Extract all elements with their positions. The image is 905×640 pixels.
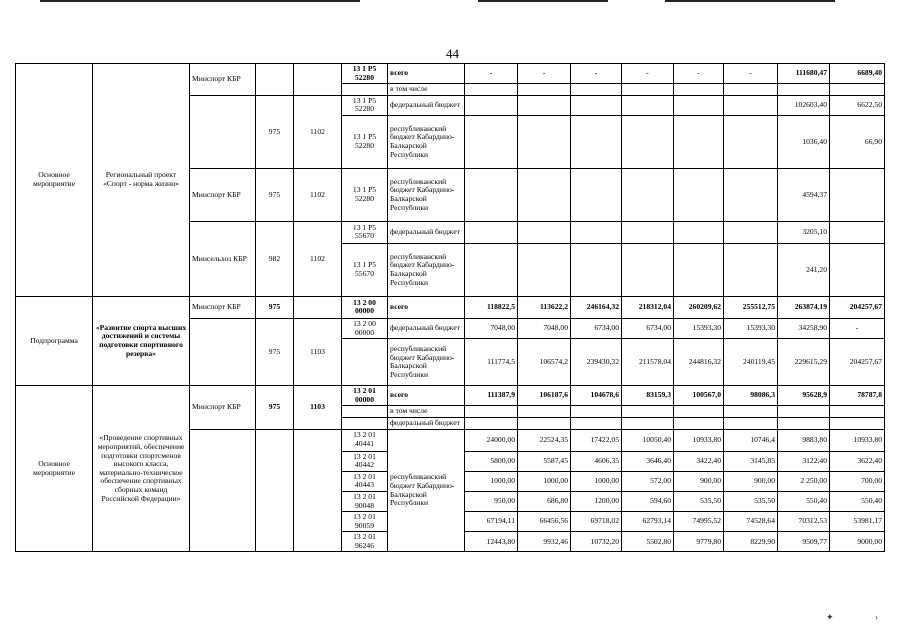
amount-cell [674, 221, 724, 243]
funding-source-cell: всего [388, 296, 465, 318]
amount-cell: 10933,80 [674, 429, 724, 451]
amount-cell: 240119,45 [724, 339, 778, 386]
amount-cell [518, 221, 571, 243]
amount-cell: 572,00 [622, 471, 674, 491]
amount-cell [830, 168, 885, 221]
amount-cell: 244816,32 [674, 339, 724, 386]
budget-table [15, 63, 885, 552]
amount-cell: 5800,00 [465, 451, 518, 471]
amount-cell: 8229,90 [724, 532, 778, 552]
amount-cell: 3646,40 [622, 451, 674, 471]
amount-cell: - [571, 64, 622, 84]
amount-cell [465, 115, 518, 168]
funding-source-cell: всего [388, 386, 465, 406]
rzpr-cell: 1103 [294, 386, 342, 429]
amount-cell: 102603,40 [778, 95, 830, 115]
table-row [16, 296, 885, 318]
amount-cell: 10732,20 [571, 532, 622, 552]
amount-cell: 260209,62 [674, 296, 724, 318]
amount-cell: 83159,3 [622, 386, 674, 406]
amount-cell [724, 115, 778, 168]
amount-cell: 550,40 [830, 491, 885, 511]
rzpr-cell [294, 429, 342, 552]
amount-cell: 69718,02 [571, 512, 622, 532]
amount-cell: 106187,6 [518, 386, 571, 406]
amount-cell [622, 115, 674, 168]
kbk-cell: 13 2 01 40441 [342, 429, 388, 451]
amount-cell [571, 168, 622, 221]
grbs-cell [256, 64, 294, 96]
amount-cell: 113622,2 [518, 296, 571, 318]
amount-cell [465, 417, 518, 429]
amount-cell: 900,00 [724, 471, 778, 491]
amount-cell [724, 417, 778, 429]
ministry-cell [190, 429, 256, 552]
amount-cell [778, 84, 830, 96]
program-name-cell: «Проведение спортивных мероприятий, обеспечение подготовки спортсменов высокого класса, материально-техническое обеспечение спортивных сборных команд Российской Федерации» [93, 386, 190, 552]
amount-cell [778, 406, 830, 418]
kbk-cell [342, 84, 388, 96]
scan-mark: › [875, 612, 878, 622]
rzpr-cell: 1102 [294, 168, 342, 221]
amount-cell: 3122,40 [778, 451, 830, 471]
amount-cell: 686,80 [518, 491, 571, 511]
amount-cell: 118822,5 [465, 296, 518, 318]
kbk-cell: 13 2 01 90048 [342, 491, 388, 511]
amount-cell: 229615,29 [778, 339, 830, 386]
ministry-cell: Минспорт КБР [190, 64, 256, 96]
amount-cell: 2 250,00 [778, 471, 830, 491]
funding-source-cell: федеральный бюджет [388, 221, 465, 243]
amount-cell [674, 406, 724, 418]
amount-cell: 218312,04 [622, 296, 674, 318]
amount-cell [465, 95, 518, 115]
amount-cell [518, 115, 571, 168]
amount-cell: 15393,30 [674, 318, 724, 338]
amount-cell [465, 84, 518, 96]
amount-cell [571, 417, 622, 429]
amount-cell: 239430,32 [571, 339, 622, 386]
amount-cell: 5587,45 [518, 451, 571, 471]
amount-cell [622, 168, 674, 221]
amount-cell: 66,90 [830, 115, 885, 168]
amount-cell: 204257,67 [830, 296, 885, 318]
ministry-cell: Минспорт КБР [190, 168, 256, 221]
grbs-cell: 975 [256, 168, 294, 221]
amount-cell [465, 221, 518, 243]
amount-cell [830, 406, 885, 418]
amount-cell [518, 406, 571, 418]
amount-cell: 70312,53 [778, 512, 830, 532]
amount-cell [622, 417, 674, 429]
amount-cell: 78787,8 [830, 386, 885, 406]
grbs-cell [256, 429, 294, 552]
amount-cell [465, 243, 518, 296]
amount-cell [518, 417, 571, 429]
amount-cell: 263874,19 [778, 296, 830, 318]
amount-cell: 535,50 [724, 491, 778, 511]
amount-cell [674, 84, 724, 96]
grbs-cell: 975 [256, 95, 294, 168]
amount-cell [778, 417, 830, 429]
amount-cell [622, 221, 674, 243]
amount-cell [571, 406, 622, 418]
ministry-cell [190, 95, 256, 168]
amount-cell: 9000,00 [830, 532, 885, 552]
amount-cell: 3205,10 [778, 221, 830, 243]
amount-cell: 10050,40 [622, 429, 674, 451]
amount-cell [518, 95, 571, 115]
amount-cell: 111774,5 [465, 339, 518, 386]
funding-source-cell: республиканский бюджет Кабардино-Балкарской Республики [388, 429, 465, 552]
amount-cell: 74528,64 [724, 512, 778, 532]
rzpr-cell: 1102 [294, 95, 342, 168]
amount-cell [674, 243, 724, 296]
table-row [16, 64, 885, 84]
amount-cell: 3422,40 [674, 451, 724, 471]
amount-cell [830, 243, 885, 296]
funding-source-cell: республиканский бюджет Кабардино-Балкарской Республики [388, 115, 465, 168]
funding-source-cell: всего [388, 64, 465, 84]
amount-cell: 67194,11 [465, 512, 518, 532]
kbk-cell: 13 2 00 00000 [342, 296, 388, 318]
amount-cell [724, 84, 778, 96]
amount-cell: 12443,80 [465, 532, 518, 552]
amount-cell: - [830, 318, 885, 338]
program-type-cell: Основное мероприятие [16, 386, 93, 552]
amount-cell: 1200,00 [571, 491, 622, 511]
amount-cell: 9509,77 [778, 532, 830, 552]
amount-cell: 6734,00 [622, 318, 674, 338]
amount-cell: 3145,85 [724, 451, 778, 471]
amount-cell [571, 84, 622, 96]
kbk-cell: 13 2 01 00000 [342, 386, 388, 406]
funding-source-cell: федеральный бюджет [388, 318, 465, 338]
scan-top-rule [478, 0, 608, 2]
amount-cell: 62793,14 [622, 512, 674, 532]
kbk-cell: 13 2 01 96246 [342, 532, 388, 552]
amount-cell: 1000,00 [571, 471, 622, 491]
amount-cell: 550,40 [778, 491, 830, 511]
amount-cell: 7048,00 [465, 318, 518, 338]
amount-cell [571, 95, 622, 115]
amount-cell: 95628,9 [778, 386, 830, 406]
ministry-cell: Минсельхоз КБР [190, 221, 256, 296]
amount-cell: - [465, 64, 518, 84]
amount-cell: 9779,80 [674, 532, 724, 552]
amount-cell: 111387,9 [465, 386, 518, 406]
rzpr-cell [294, 296, 342, 318]
amount-cell [674, 417, 724, 429]
amount-cell [465, 406, 518, 418]
amount-cell: 104678,6 [571, 386, 622, 406]
amount-cell [724, 243, 778, 296]
amount-cell: - [674, 64, 724, 84]
amount-cell: 22524,35 [518, 429, 571, 451]
kbk-cell: 13 1 P5 52280 [342, 64, 388, 84]
amount-cell: 3622,40 [830, 451, 885, 471]
amount-cell: 594,60 [622, 491, 674, 511]
amount-cell: 5502,80 [622, 532, 674, 552]
rzpr-cell: 1103 [294, 318, 342, 385]
funding-source-cell: республиканский бюджет Кабардино-Балкарской Республики [388, 243, 465, 296]
amount-cell: - [518, 64, 571, 84]
amount-cell: 246164,32 [571, 296, 622, 318]
amount-cell: 17422,05 [571, 429, 622, 451]
kbk-cell: 13 1 P5 52280 [342, 95, 388, 115]
amount-cell [622, 243, 674, 296]
amount-cell: 700,00 [830, 471, 885, 491]
amount-cell [724, 406, 778, 418]
amount-cell [724, 168, 778, 221]
funding-source-cell: федеральный бюджет [388, 417, 465, 429]
amount-cell: 204257,67 [830, 339, 885, 386]
page-number: 44 [446, 46, 459, 61]
amount-cell [724, 95, 778, 115]
amount-cell: 255512,75 [724, 296, 778, 318]
program-type-cell: Подпрограмма [16, 296, 93, 385]
amount-cell [830, 221, 885, 243]
grbs-cell: 975 [256, 386, 294, 429]
amount-cell [724, 221, 778, 243]
amount-cell: 9883,80 [778, 429, 830, 451]
amount-cell: 1000,00 [518, 471, 571, 491]
funding-source-cell: в том числе [388, 406, 465, 418]
funding-source-cell: федеральный бюджет [388, 95, 465, 115]
rzpr-cell [294, 64, 342, 96]
kbk-cell: 13 2 01 90059 [342, 512, 388, 532]
amount-cell [518, 84, 571, 96]
amount-cell: 9932,46 [518, 532, 571, 552]
amount-cell: 10933,80 [830, 429, 885, 451]
amount-cell [622, 406, 674, 418]
amount-cell [465, 168, 518, 221]
amount-cell: 241,20 [778, 243, 830, 296]
kbk-cell: 13 1 P5 52280 [342, 115, 388, 168]
amount-cell: 111680,47 [778, 64, 830, 84]
amount-cell: 1000,00 [465, 471, 518, 491]
amount-cell [518, 168, 571, 221]
kbk-cell [342, 406, 388, 418]
scan-top-rule [665, 0, 835, 2]
amount-cell: 66456,56 [518, 512, 571, 532]
amount-cell [674, 95, 724, 115]
amount-cell: 7048,00 [518, 318, 571, 338]
amount-cell: 6689,40 [830, 64, 885, 84]
amount-cell [830, 417, 885, 429]
amount-cell: 1036,40 [778, 115, 830, 168]
amount-cell: 10746,4 [724, 429, 778, 451]
amount-cell: 53981,17 [830, 512, 885, 532]
kbk-cell: 13 2 01 40442 [342, 451, 388, 471]
amount-cell: - [622, 64, 674, 84]
program-name-cell: Региональный проект «Спорт - норма жизни» [93, 64, 190, 297]
kbk-cell: 13 1 P5 55670 [342, 243, 388, 296]
funding-source-cell: в том числе [388, 84, 465, 96]
ministry-cell: Минспорт КБР [190, 386, 256, 429]
amount-cell: 15393,30 [724, 318, 778, 338]
amount-cell: 98086,3 [724, 386, 778, 406]
funding-source-cell: республиканский бюджет Кабардино-Балкарской Республики [388, 339, 465, 386]
ministry-cell: Минспорт КБР [190, 296, 256, 318]
amount-cell [674, 168, 724, 221]
grbs-cell: 982 [256, 221, 294, 296]
amount-cell: 900,00 [674, 471, 724, 491]
grbs-cell: 975 [256, 296, 294, 318]
amount-cell: 535,50 [674, 491, 724, 511]
amount-cell [622, 95, 674, 115]
kbk-cell: 13 1 P5 52280 [342, 168, 388, 221]
kbk-cell [342, 417, 388, 429]
table-row [16, 386, 885, 406]
kbk-cell: 13 1 P5 55670 [342, 221, 388, 243]
amount-cell: 4594,37 [778, 168, 830, 221]
kbk-cell [342, 339, 388, 386]
amount-cell: 6734,00 [571, 318, 622, 338]
amount-cell [830, 84, 885, 96]
funding-source-cell: республиканский бюджет Кабардино-Балкарской Республики [388, 168, 465, 221]
amount-cell: - [724, 64, 778, 84]
kbk-cell: 13 2 01 40443 [342, 471, 388, 491]
scan-top-rule [40, 0, 360, 2]
ministry-cell [190, 318, 256, 385]
program-name-cell: «Развитие спорта высших достижений и системы подготовки спортивного резерва» [93, 296, 190, 385]
amount-cell [622, 84, 674, 96]
amount-cell: 6622,50 [830, 95, 885, 115]
amount-cell [518, 243, 571, 296]
amount-cell: 4606,35 [571, 451, 622, 471]
amount-cell: 211578,04 [622, 339, 674, 386]
amount-cell: 74995,52 [674, 512, 724, 532]
amount-cell [674, 115, 724, 168]
amount-cell: 34258,90 [778, 318, 830, 338]
rzpr-cell: 1102 [294, 221, 342, 296]
kbk-cell: 13 2 00 00000 [342, 318, 388, 338]
amount-cell: 24000,00 [465, 429, 518, 451]
program-type-cell: Основное мероприятие [16, 64, 93, 297]
amount-cell [571, 221, 622, 243]
amount-cell [571, 115, 622, 168]
amount-cell: 100567,0 [674, 386, 724, 406]
scan-mark: ✦ [826, 612, 834, 622]
amount-cell: 106574,2 [518, 339, 571, 386]
amount-cell: 950,00 [465, 491, 518, 511]
grbs-cell: 975 [256, 318, 294, 385]
amount-cell [571, 243, 622, 296]
